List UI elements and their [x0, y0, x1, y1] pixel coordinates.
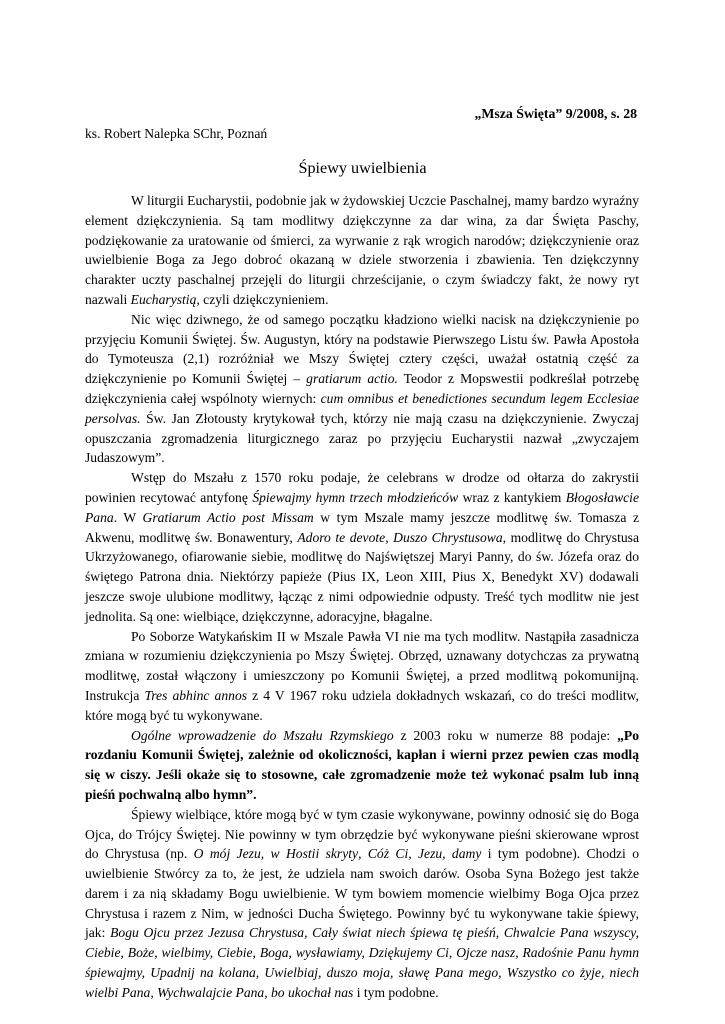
text-run: Śpiewy wielbiące, które mogą być w tym czasie wykonywane, powinny odnosić się do Boga Ojca, do Trójcy Świętej. Nie powinny w tym obrzędzie być wykonywane pieśni skierowane wprost do Chrystusa (np.: [85, 806, 639, 862]
text-run: , modlitwę do Chrystusa Ukrzyżowanego, ofiarowanie siebie, modlitwę do Najświętszej Maryi Panny, do św. Józefa oraz do świętego Patrona dnia. Niektórzy papieże (Pius IX, Leon XIII, Pius X, Benedykt XV) dodawali jeszcze swoje ulubione modlitwy, łącząc z nimi odpowiednie odpusty. Treść tych modlitw nie jest jednolita. Są one: wielbiące, dziękczynne, adoracyjne, błagalne.: [85, 529, 639, 624]
text-run: wraz z kantykiem: [458, 489, 566, 505]
text-run: i tym podobne). Chodzi o uwielbienie Stwórcy za to, że jest, że udziela nam swoich darów. Osoba Syna Bożego jest także darem i za nią składamy Bogu uwielbienie. W tym bowiem momencie wielbimy Boga Ojca przez Chrystusa i razem z Nim, w jedności Ducha Świętego. Powinny być tu wykonywane takie śpiewy, jak:: [85, 846, 639, 941]
text-run: Po Soborze Watykańskim II w Mszale Pawła VI nie ma tych modlitw. Nastąpiła zasadnicza zmiana w rozumieniu dziękczynienia po Mszy Świętej. Obrzęd, uznawany dotychczas za prywatną modlitwę, został włączony i umieszczony po Komunii Świętej, a przed modlitwą pokomunijną. Instrukcja: [85, 628, 639, 703]
paragraph: [85, 805, 639, 1003]
text-run: z 4 V 1967 roku udziela dokładnych wskazań, co do treści modlitw, które mogą być tu wykonywane.: [85, 687, 639, 723]
text-run: ,: [385, 529, 394, 545]
italic-text: Tres abhinc annos: [144, 687, 248, 703]
text-run: Nic więc dziwnego, że od samego początku kładziono wielki nacisk na dziękczynienie po przyjęciu Komunii Świętej. Św. Augustyn, który na podstawie Pierwszego Listu św. Pawła Apostoła do Tymoteusza (2,1) rozróżniał we Mszy Świętej cztery części, uważał ostatnią część za dziękczynienie po Komunii Świętej –: [85, 311, 639, 387]
italic-text: Błogosławcie Pana: [85, 489, 639, 525]
italic-text: Bogu Ojcu przez Jezusa Chrystusa, Cały świat niech śpiewa tę pieśń, Chwalcie Pana wszyscy, Ciebie, Boże, wielbimy, Ciebie, Boga, wysławiamy, Dziękujemy Ci, Ojcze nasz, Radośnie Panu hymn śpiewajmy, Upadnij na kolana, Uwielbiaj, duszo moja, sławę Pana mego, Wszystko co żyje, niech wielbi Pana, Wychwalajcie Pana, bo ukochał nas: [85, 925, 639, 1000]
italic-text: Eucharystią,: [130, 291, 200, 307]
text-run: Teodor z Mopswestii podkreślał potrzebę dziękczynienia całej wspólnoty wiernych:: [85, 371, 639, 406]
text-run: . W: [113, 509, 143, 525]
bold-text: „Po rozdaniu Komunii Świętej, zależnie od okoliczności, kapłan i wierni przez pewien czas modlą się w ciszy. Jeśli okaże się to stosowne, całe zgromadzenie może też wykonać psalm lub inną pieśń pochwalną albo hymn”.: [85, 727, 639, 802]
paragraph: [85, 310, 639, 468]
text-run: Wstęp do Mszału z 1570 roku podaje, że celebrans w drodze od ołtarza do zakrystii powinien recytować antyfonę: [85, 470, 639, 505]
text-run: i tym podobne.: [353, 984, 439, 1000]
paragraph: [85, 191, 639, 310]
paragraph: [85, 726, 639, 805]
text-run: ,: [358, 846, 368, 862]
text-run: W liturgii Eucharystii, podobnie jak w żydowskiej Uczcie Paschalnej, mamy bardzo wyraźny element dziękczynienia. Są tam modlitwy dziękczynne za dar wina, za dar Święta Paschy, podziękowanie za uratowanie od śmierci, za wyrwanie z rąk wrogich narodów; dziękczynienie oraz uwielbienie Boga za Jego dobroć okazaną w dziele stworzenia i zbawienia. Ten dziękczynny charakter uczty paschalnej przejęli do liturgii chrześcijanie, o czym świadczy fakt, że nowy ryt nazwali: [85, 193, 639, 307]
italic-text: Gratiarum Actio post Missam: [142, 509, 314, 525]
paragraph: [85, 627, 639, 726]
italic-text: Duszo Chrystusowa: [393, 529, 503, 545]
text-run: czyli dziękczynieniem.: [199, 291, 329, 307]
text-run: w tym Mszale mamy jeszcze modlitwę św. Tomasza z Akwenu, modlitwę św. Bonawentury,: [85, 509, 639, 545]
paragraph: [85, 468, 639, 626]
source-citation: „Msza Święta” 9/2008, s. 28: [474, 106, 637, 121]
italic-text: cum omnibus et benedictiones secundum legem Ecclesiae persolvas.: [85, 390, 640, 426]
text-run: Św. Jan Złotousty krytykował tych, którzy nie mają czasu na dziękczynienie. Zwyczaj opuszczania zgromadzenia liturgicznego zaraz po przyjęciu Eucharystii nazwał „zwyczajem Judaszowym”.: [85, 410, 639, 466]
italic-text: O mój Jezu, w Hostii skryty: [193, 846, 359, 862]
italic-text: gratiarum actio.: [306, 371, 398, 387]
author-line: ks. Robert Nalepka SChr, Poznań: [85, 126, 268, 141]
italic-text: Cóż Ci, Jezu, damy: [367, 846, 482, 862]
article-body: [85, 191, 639, 1003]
text-run: z 2003 roku w numerze 88 podaje:: [393, 727, 618, 743]
italic-text: Ogólne wprowadzenie do Mszału Rzymskiego: [131, 727, 394, 743]
italic-text: Śpiewajmy hymn trzech młodzieńców: [252, 489, 459, 505]
article-title: Śpiewy uwielbienia: [298, 159, 427, 177]
italic-text: Adoro te devote: [297, 529, 386, 545]
